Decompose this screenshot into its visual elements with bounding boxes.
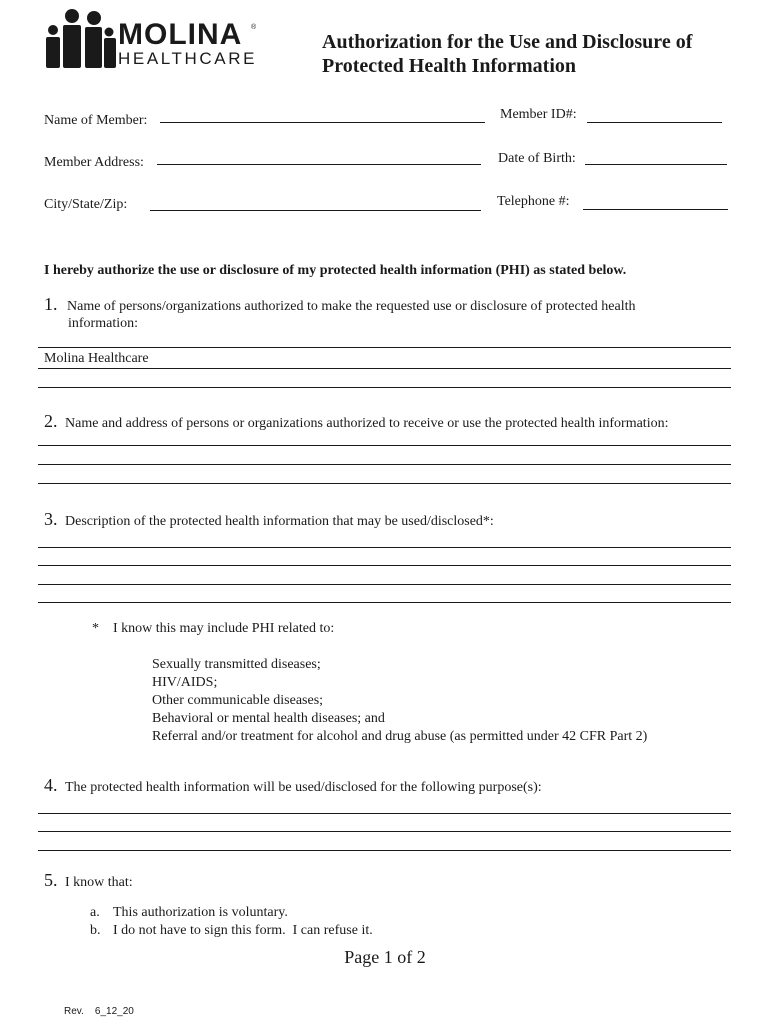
q4-line-2[interactable] xyxy=(38,831,731,832)
question-4-text: The protected health information will be used/disclosed for the following purpose(s): xyxy=(65,780,542,795)
footnote-text: I know this may include PHI related to: xyxy=(113,621,335,636)
city-state-zip-label: City/State/Zip: xyxy=(44,197,128,212)
question-3 xyxy=(44,511,494,530)
q2-line-1[interactable] xyxy=(38,445,731,446)
member-id-label: Member ID#: xyxy=(500,107,577,122)
molina-logo xyxy=(42,8,258,70)
question-5 xyxy=(44,872,133,891)
phi-list-item: Behavioral or mental health diseases; and xyxy=(152,711,385,726)
footnote-mark: * xyxy=(92,621,99,636)
q2-line-3[interactable] xyxy=(38,483,731,484)
q3-line-2[interactable] xyxy=(38,565,731,566)
question-2 xyxy=(44,413,668,432)
question-1 xyxy=(44,296,636,315)
member-id-field[interactable] xyxy=(587,122,722,123)
q3-line-4[interactable] xyxy=(38,602,731,603)
question-2-number: 2. xyxy=(44,411,58,431)
know-item-b-mark: b. xyxy=(90,923,101,938)
name-of-member-field[interactable] xyxy=(160,122,485,123)
phi-list-item: Referral and/or treatment for alcohol and drug abuse (as permitted under 42 CFR Part 2) xyxy=(152,729,648,744)
logo-subname: HEALTHCARE xyxy=(118,49,258,68)
phi-list-item: Other communicable diseases; xyxy=(152,693,324,708)
question-4 xyxy=(44,777,542,796)
q1-top-rule xyxy=(38,347,731,348)
q3-line-3[interactable] xyxy=(38,584,731,585)
know-item-a-mark: a. xyxy=(90,905,100,920)
know-item-a-text: This authorization is voluntary. xyxy=(113,905,288,920)
phi-list xyxy=(152,656,647,746)
question-1-text-line2: information: xyxy=(68,316,138,331)
question-3-number: 3. xyxy=(44,509,58,529)
q1-line-2[interactable] xyxy=(38,387,731,388)
logo-name: MOLINA xyxy=(118,18,243,51)
form-title-line1: Authorization for the Use and Disclosure of xyxy=(322,31,693,53)
q3-line-1[interactable] xyxy=(38,547,731,548)
member-address-field[interactable] xyxy=(157,164,481,165)
know-item-b-text: I do not have to sign this form. I can refuse it. xyxy=(113,923,373,938)
question-5-number: 5. xyxy=(44,870,58,890)
question-1-answer[interactable]: Molina Healthcare xyxy=(44,351,149,366)
name-of-member-label: Name of Member: xyxy=(44,113,148,128)
telephone-field[interactable] xyxy=(583,209,728,210)
question-4-number: 4. xyxy=(44,775,58,795)
question-3-text: Description of the protected health information that may be used/disclosed*: xyxy=(65,514,494,529)
telephone-label: Telephone #: xyxy=(497,194,570,209)
date-of-birth-field[interactable] xyxy=(585,164,727,165)
q4-line-1[interactable] xyxy=(38,813,731,814)
phi-list-item: HIV/AIDS; xyxy=(152,675,218,690)
q1-line-1[interactable] xyxy=(38,368,731,369)
people-figures-icon xyxy=(42,8,118,70)
phi-list-item: Sexually transmitted diseases; xyxy=(152,657,321,672)
question-1-number: 1. xyxy=(44,294,58,314)
logo-registered-mark: ® xyxy=(251,24,257,31)
city-state-zip-field[interactable] xyxy=(150,210,481,211)
date-of-birth-label: Date of Birth: xyxy=(498,151,576,166)
question-1-text-line1: Name of persons/organizations authorized to make the requested use or disclosure of protected health xyxy=(67,299,636,314)
page-number: Page 1 of 2 xyxy=(344,947,426,967)
member-address-label: Member Address: xyxy=(44,155,144,170)
authorize-statement: I hereby authorize the use or disclosure of my protected health information (PHI) as stated below. xyxy=(44,263,627,278)
question-5-text: I know that: xyxy=(65,875,133,890)
revision-label: Rev. 6_12_20 xyxy=(64,1006,134,1017)
form-title xyxy=(322,30,742,78)
q2-line-2[interactable] xyxy=(38,464,731,465)
q4-line-3[interactable] xyxy=(38,850,731,851)
question-2-text: Name and address of persons or organizations authorized to receive or use the protected health information: xyxy=(65,416,669,431)
form-title-line2: Protected Health Information xyxy=(322,55,577,77)
